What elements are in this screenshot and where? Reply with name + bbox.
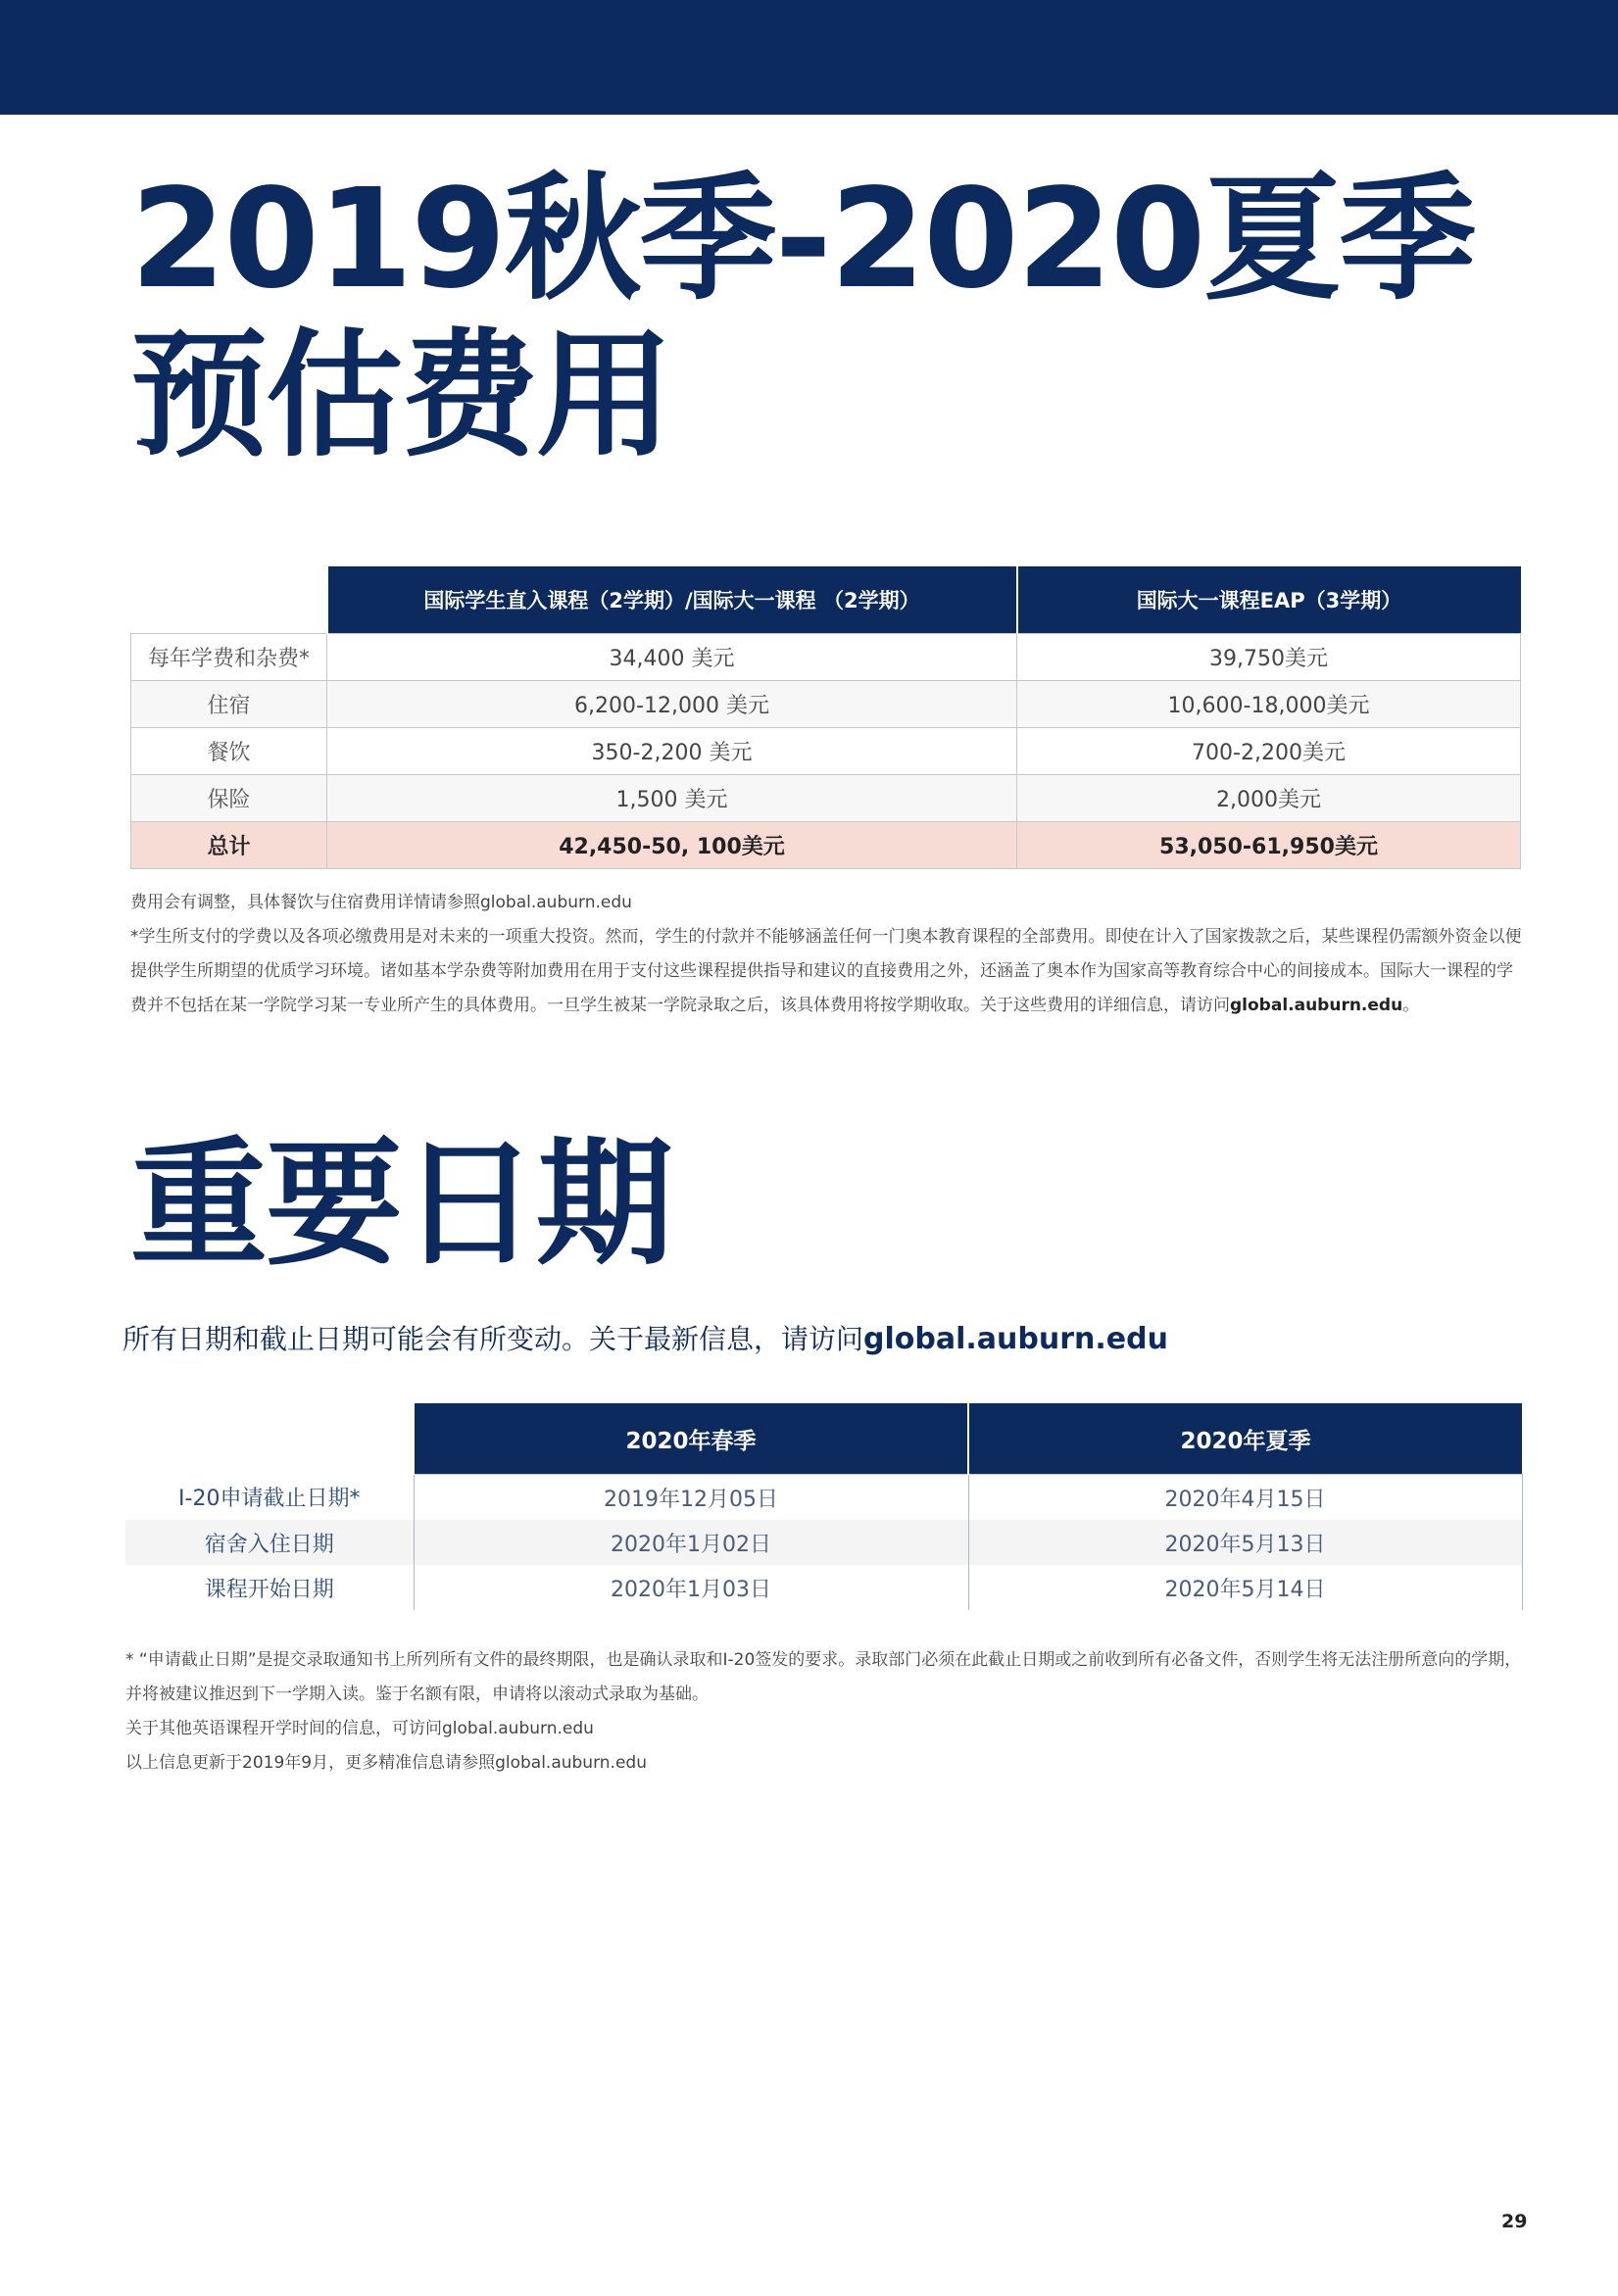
cell-value: 34,400 美元 bbox=[327, 634, 1017, 681]
dates-footnote: * “申请截止日期”是提交录取通知书上所列所有文件的最终期限，也是确认录取和I-20签发的要求。录取部门必须在此截止日期或之前收到所有必备文件，否则学生将无法注册所意向的学期，并将被建议推迟到下一学期入读。鉴于名额有限，申请将以滚动式录取为基础。 bbox=[125, 1650, 1522, 1704]
table-row bbox=[125, 1475, 1522, 1521]
row-label: 餐饮 bbox=[131, 728, 327, 775]
total-value: 42,450-50, 100美元 bbox=[327, 822, 1017, 869]
fees-header-blank bbox=[131, 566, 327, 634]
dates-note-other-courses: 关于其他英语课程开学时间的信息，可访问global.auburn.edu bbox=[125, 1719, 594, 1738]
table-row bbox=[125, 1520, 1522, 1565]
row-label: 宿舍入住日期 bbox=[125, 1520, 414, 1565]
total-label: 总计 bbox=[131, 822, 327, 869]
cell-value: 2,000美元 bbox=[1017, 775, 1521, 822]
cell-value: 6,200-12,000 美元 bbox=[327, 681, 1017, 728]
row-label: 住宿 bbox=[131, 681, 327, 728]
dates-intro-link[interactable]: global.auburn.edu bbox=[863, 1322, 1168, 1356]
dates-intro-text: 所有日期和截止日期可能会有所变动。关于最新信息，请访问 bbox=[123, 1323, 864, 1355]
table-row bbox=[131, 728, 1521, 775]
dates-header-blank bbox=[125, 1403, 414, 1475]
dates-col-header-1: 2020年春季 bbox=[414, 1403, 968, 1475]
fees-table bbox=[130, 566, 1521, 869]
fees-note: 费用会有调整，具体餐饮与住宿费用详情请参照global.auburn.edu bbox=[130, 893, 632, 912]
fees-col-header-1: 国际学生直入课程（2学期）/国际大一课程 （2学期） bbox=[327, 566, 1017, 634]
cell-value: 700-2,200美元 bbox=[1017, 728, 1521, 775]
table-row bbox=[131, 634, 1521, 681]
cell-value: 2020年1月03日 bbox=[414, 1565, 968, 1610]
row-label: 保险 bbox=[131, 775, 327, 822]
total-row bbox=[131, 822, 1521, 869]
cell-value: 2019年12月05日 bbox=[414, 1475, 968, 1521]
cell-value: 2020年5月14日 bbox=[968, 1565, 1522, 1610]
cell-value: 10,600-18,000美元 bbox=[1017, 681, 1521, 728]
row-label: 每年学费和杂费* bbox=[131, 634, 327, 681]
fees-disclaimer-link[interactable]: global.auburn.edu bbox=[1230, 996, 1403, 1015]
cell-value: 2020年1月02日 bbox=[414, 1520, 968, 1565]
fees-disclaimer bbox=[130, 920, 1522, 1023]
cell-value: 2020年5月13日 bbox=[968, 1520, 1522, 1565]
table-row bbox=[131, 775, 1521, 822]
dates-title: 重要日期 bbox=[130, 1125, 672, 1285]
row-label: 课程开始日期 bbox=[204, 1577, 334, 1602]
cell-value: 2020年4月15日 bbox=[968, 1475, 1522, 1521]
fees-disclaimer-end: 。 bbox=[1402, 996, 1420, 1015]
table-row bbox=[125, 1565, 1522, 1610]
cell-value: 39,750美元 bbox=[1017, 634, 1521, 681]
dates-table bbox=[125, 1403, 1523, 1610]
table-row bbox=[131, 681, 1521, 728]
dates-intro bbox=[123, 1318, 1168, 1357]
fees-disclaimer-text: *学生所支付的学费以及各项必缴费用是对未来的一项重大投资。然而，学生的付款并不能够涵盖任何一门奥本教育课程的全部费用。即使在计入了国家拨款之后，某些课程仍需额外资金以便提供学生所期望的优质学习环境。诸如基本学杂费等附加费用在用于支付这些课程提供指导和建议的直接费用之外，还涵盖了奥本作为国家高等教育综合中心的间接成本。国际大一课程的学费并不包括在某一学院学习某一专业所产生的具体费用。一旦学生被某一学院录取之后，该具体费用将按学期收取。关于这些费用的详细信息，请访问 bbox=[130, 927, 1522, 1015]
page-number: 29 bbox=[1501, 2211, 1528, 2232]
row-label: I-20申请截止日期* bbox=[178, 1487, 361, 1512]
fees-col-header-2: 国际大一课程EAP（3学期） bbox=[1017, 566, 1521, 634]
dates-note-updated: 以上信息更新于2019年9月，更多精准信息请参照global.auburn.edu bbox=[125, 1753, 647, 1773]
cell-value: 1,500 美元 bbox=[327, 775, 1017, 822]
cell-value: 350-2,200 美元 bbox=[327, 728, 1017, 775]
page-title-line2: 预估费用 bbox=[130, 317, 672, 476]
top-banner bbox=[0, 0, 1618, 115]
total-value: 53,050-61,950美元 bbox=[1017, 822, 1521, 869]
page-title-line1: 2019秋季-2020夏季 bbox=[130, 160, 1475, 319]
dates-col-header-2: 2020年夏季 bbox=[968, 1403, 1522, 1475]
